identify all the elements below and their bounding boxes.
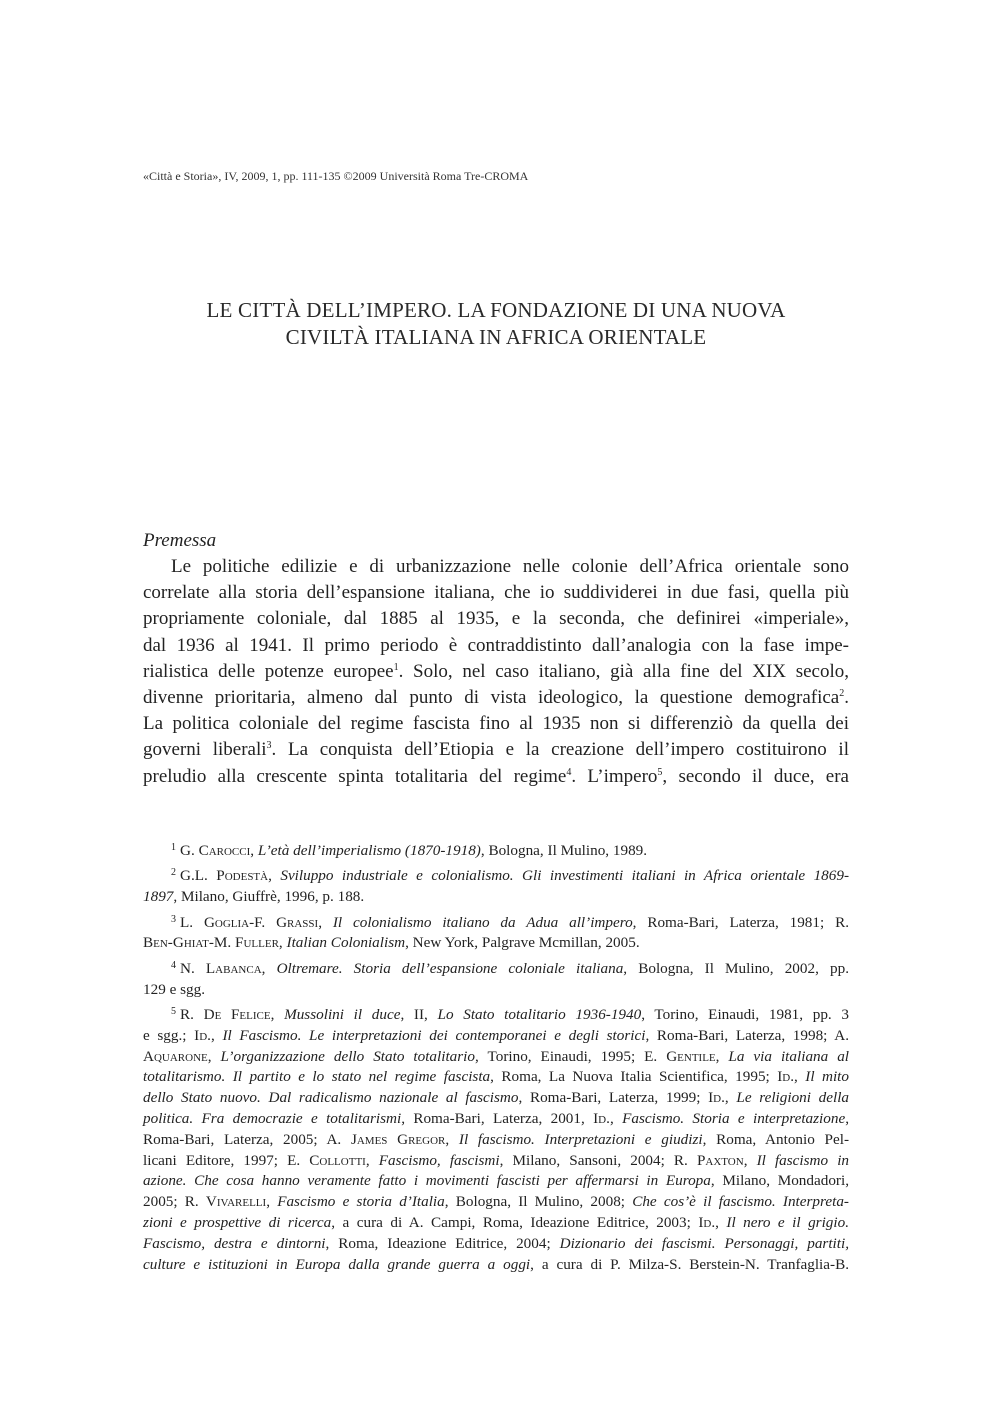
body-line: preludio alla crescente spinta totalitaria del regime$^4$. L’impero$^5$, secondo il duce, era (143, 765, 849, 787)
body-line: La politica coloniale del regime fascista fino al 1935 non si differenziò da quella dei (143, 713, 849, 735)
footnote-ref[interactable]: 2 (839, 688, 845, 700)
footnote-3: $^3$ L. Goglia-F. Grassi, Il colonialismo italiano da Adua all’impero, Roma-Bari, Laterza, 1981; R. Ben-Ghiat-M. Fuller, Italian Colonialism, New York, Palgrave Mcmillan, 2005. (143, 913, 849, 952)
footnotes (143, 838, 849, 1277)
section-heading: Premessa (143, 530, 217, 551)
running-head: «Città e Storia», IV, 2009, 1, pp. 111-135 ©2009 Università Roma Tre-CROMA (143, 169, 529, 183)
body-paragraph (143, 554, 849, 790)
title-line-2: CIVILTÀ ITALIANA IN AFRICA ORIENTALE (285, 325, 707, 349)
body-line: rialistica delle potenze europee$^1$. Solo, nel caso italiano, già alla fine del XIX secolo, (143, 660, 849, 682)
footnote-ref[interactable]: 3 (266, 740, 272, 752)
article-title (143, 297, 849, 351)
footnote-ref[interactable]: 4 (566, 766, 572, 778)
title-line-1: LE CITTÀ DELL’IMPERO. LA FONDAZIONE DI UNA NUOVA (206, 298, 786, 322)
footnote-ref[interactable]: 1 (393, 661, 399, 673)
footnote-ref[interactable]: 5 (657, 766, 663, 778)
body-line: divenne prioritaria, almeno dal punto di vista ideologico, la questione demografica$^2$. (143, 687, 849, 709)
body-line: propriamente coloniale, dal 1885 al 1935, e la seconda, che definirei «imperiale», (143, 608, 849, 630)
footnote-4: $^4$ N. Labanca, Oltremare. Storia dell’espansione coloniale italiana, Bologna, Il Mulino, 2002, pp. 129 e sgg. (143, 959, 849, 998)
body-line: dal 1936 al 1941. Il primo periodo è contraddistinto dall’analogia con la fase impe- (143, 634, 849, 656)
body-line: governi liberali$^3$. La conquista dell’Etiopia e la creazione dell’impero costituirono il (143, 739, 849, 761)
footnote-5: $^5$ R. De Felice, Mussolini il duce, II, Lo Stato totalitario 1936-1940, Torino, Einaudi, 1981, pp. 3 e sgg.; Id., Il Fascismo. Le interpretazioni dei contemporanei e degli storici, Roma-Bari, Laterza, 1998; A. Aquarone, L’organizzazione dello Stato totalitario, Torino, Einaudi, 1995; E. Gentile, La via italiana al totalitarismo. Il partito e lo stato nel regime fascista, Roma, La Nuova Italia Scientifica, 1995; Id., Il mito dello Stato nuovo. Dal radicalismo nazionale al fascismo, Roma-Bari, Laterza, 1999; Id., Le religioni della politica. Fra democrazie e totalitarismi, Roma-Bari, Laterza, 2001, Id., Fascismo. Storia e interpretazione, Roma-Bari, Laterza, 2005; A. James Gregor, Il fascismo. Interpretazioni e giudizi, Roma, Antonio Pel- licani Editore, 1997; E. Collotti, Fascismo, fascismi, Milano, Sansoni, 2004; R. Paxton, Il fascismo in azione. Che cosa hanno veramente fatto i movimenti fascisti per affermarsi in Europa, Milano, Mondadori, 2005; R. Vivarelli, Fascismo e storia d’Italia, Bologna, Il Mulino, 2008; Che cos’è il fascismo. Interpreta- zioni e prospettive di ricerca, a cura di A. Campi, Roma, Ideazione Editrice, 2003; Id., Il nero e il grigio. Fascismo, destra e dintorni, Roma, Ideazione Editrice, 2004; Dizionario dei fascismi. Personaggi, partiti, culture e istituzioni in Europa dalla grande guerra a oggi, a cura di P. Milza-S. Berstein-N. Tranfaglia-B. (143, 1005, 850, 1273)
footnote-1: $^1$ G. Carocci, L’età dell’imperialismo (1870-1918), Bologna, Il Mulino, 1989. (171, 842, 648, 859)
body-line: correlate alla storia dell’espansione italiana, che io suddividerei in due fasi, quella più (143, 582, 849, 604)
footnote-2: $^2$ G.L. Podestà, Sviluppo industriale e colonialismo. Gli investimenti italiani in Africa orientale 1869- 1897, Milano, Giuffrè, 1996, p. 188. (143, 867, 850, 906)
body-line: Le politiche edilizie e di urbanizzazione nelle colonie dell’Africa orientale sono (171, 556, 849, 577)
